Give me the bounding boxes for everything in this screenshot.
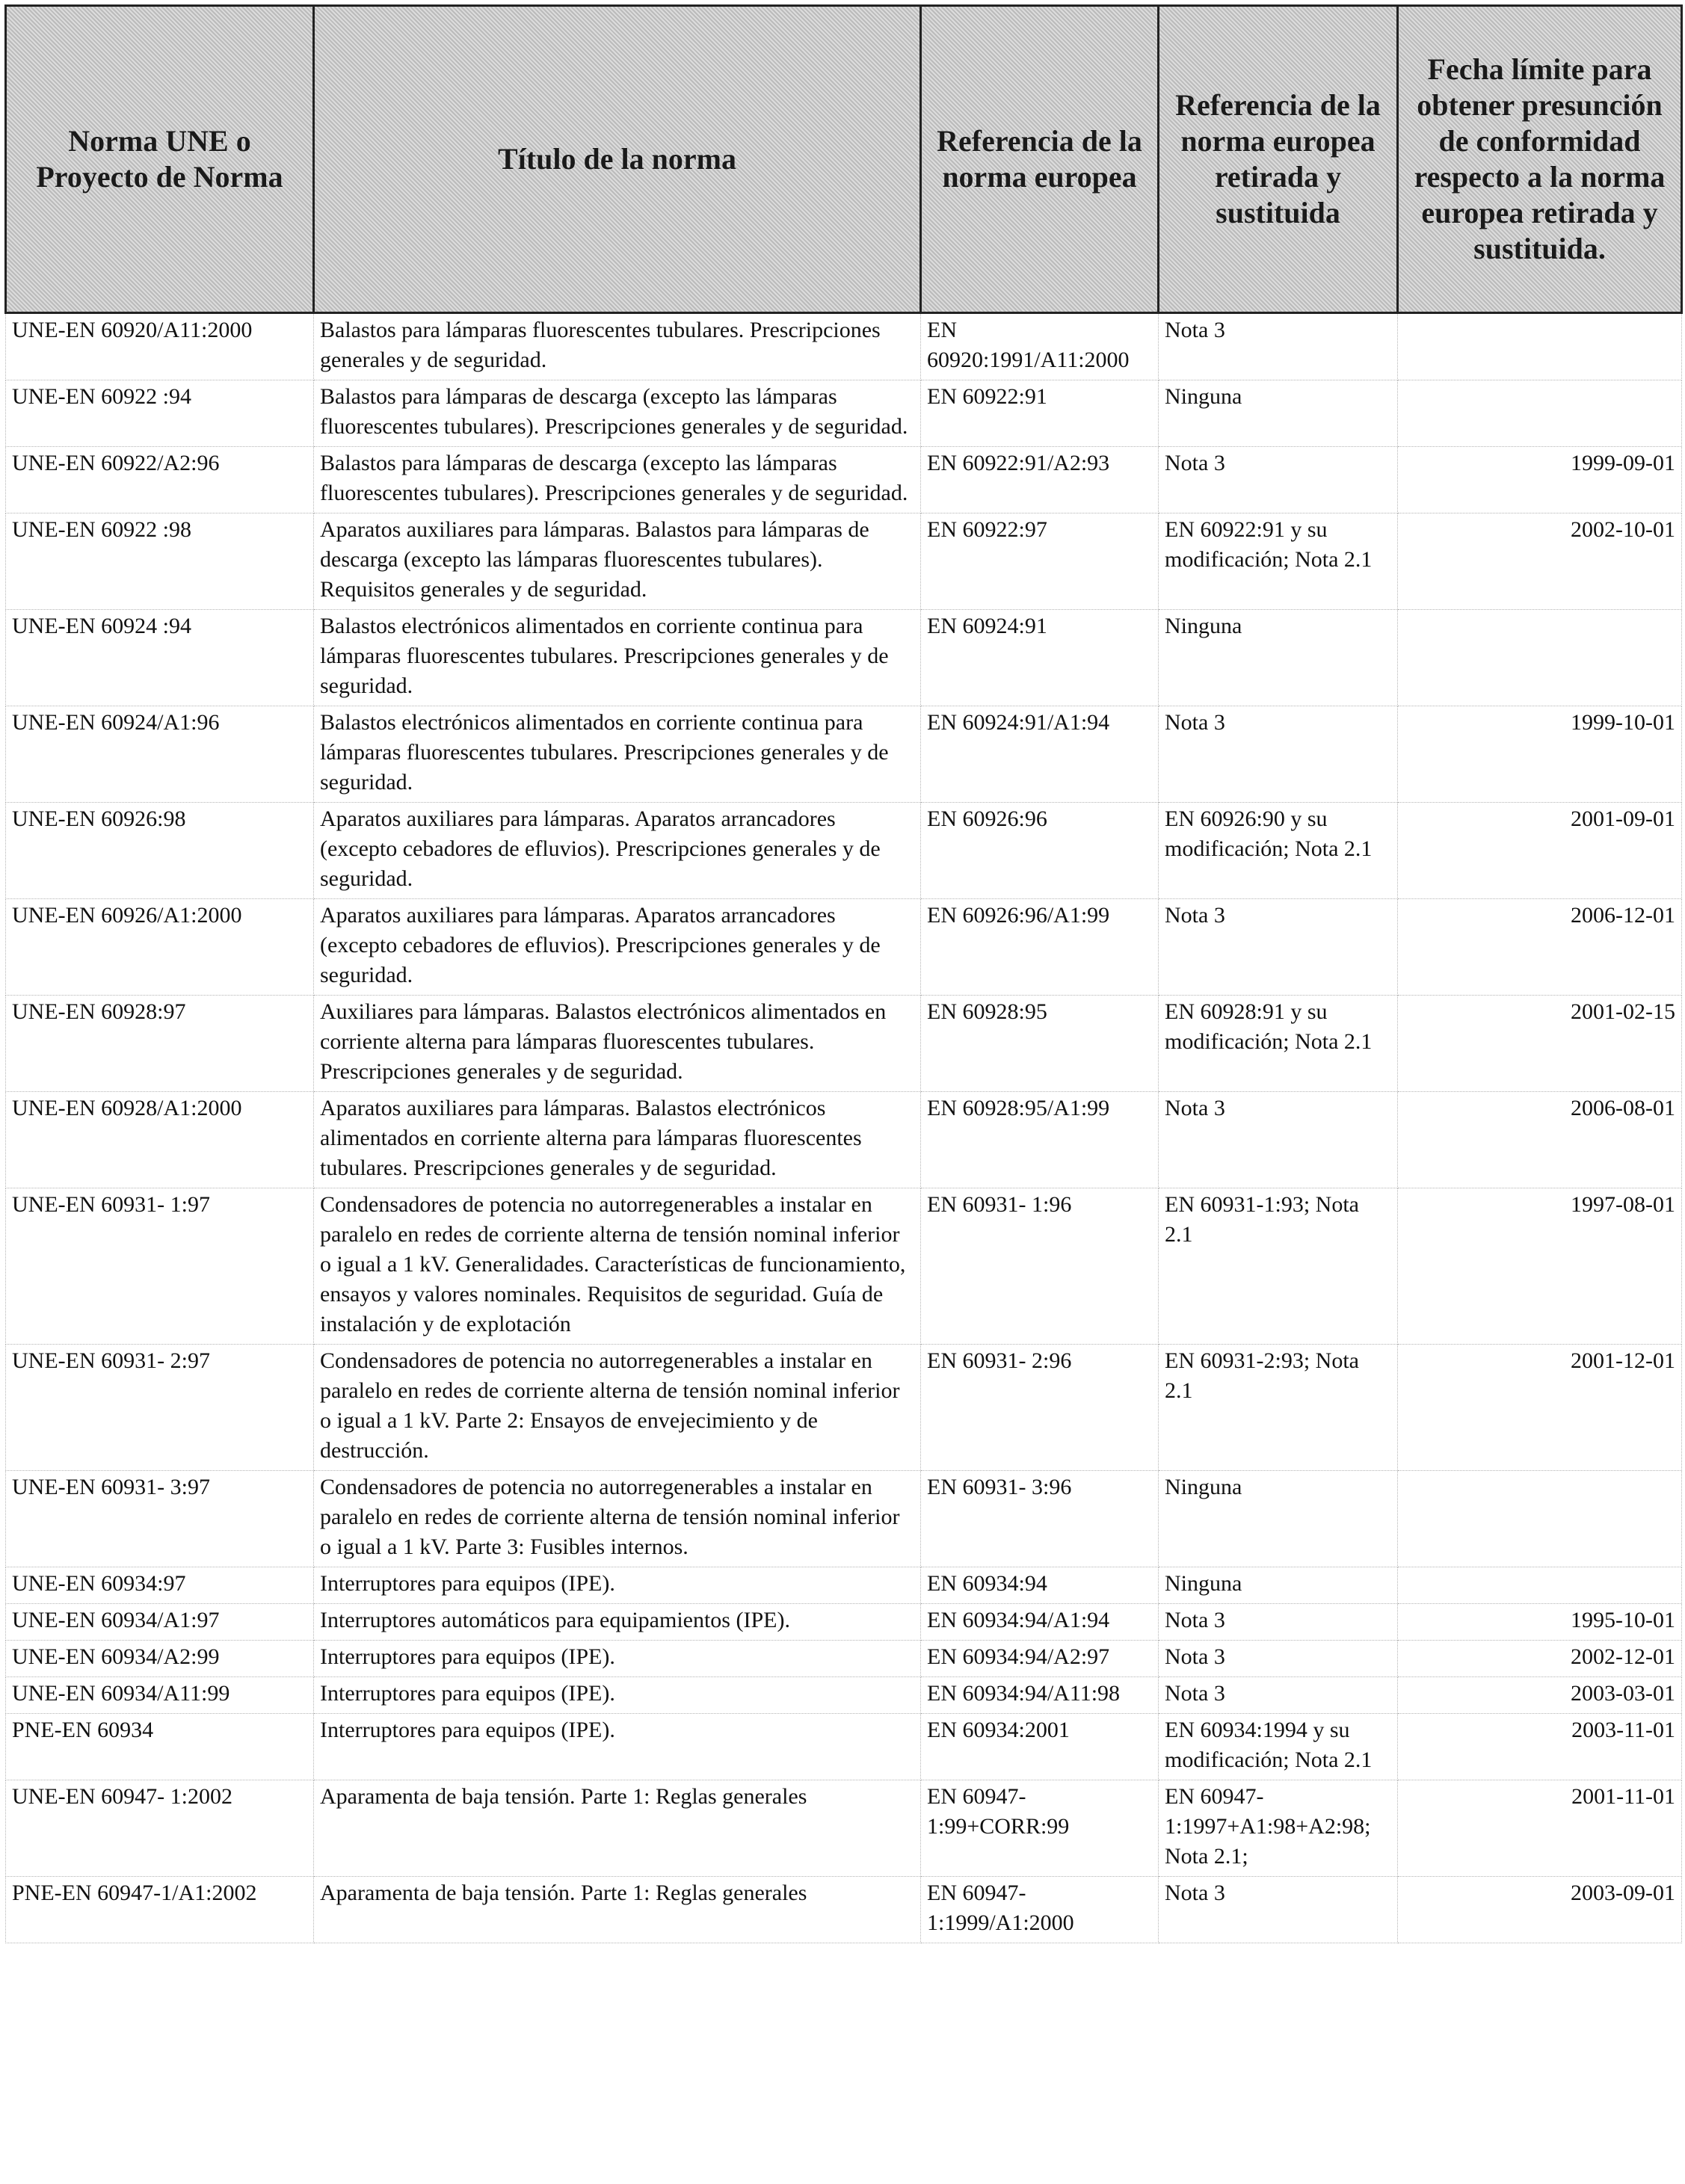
cell-retirada: Ninguna (1159, 1567, 1398, 1604)
cell-fecha: 2001-11-01 (1398, 1780, 1682, 1877)
header-fecha-limite: Fecha límite para obtener presunción de conformidad respecto a la norma europea retirada y sustituida. (1398, 6, 1682, 313)
table-row (6, 1345, 1682, 1471)
cell-fecha (1398, 380, 1682, 447)
standards-table (4, 4, 1683, 1943)
cell-retirada: EN 60928:91 y su modificación; Nota 2.1 (1159, 996, 1398, 1092)
cell-retirada: EN 60947-1:1997+A1:98+A2:98; Nota 2.1; (1159, 1780, 1398, 1877)
cell-retirada: EN 60931-1:93; Nota 2.1 (1159, 1188, 1398, 1345)
cell-norma: UNE-EN 60926:98 (6, 803, 314, 899)
cell-norma: UNE-EN 60922/A2:96 (6, 447, 314, 513)
cell-retirada: EN 60926:90 y su modificación; Nota 2.1 (1159, 803, 1398, 899)
cell-fecha: 2006-08-01 (1398, 1092, 1682, 1188)
cell-titulo: Aparatos auxiliares para lámparas. Aparatos arrancadores (excepto cebadores de efluvios). Prescripciones generales y de seguridad. (314, 899, 921, 996)
cell-titulo: Interruptores automáticos para equipamientos (IPE). (314, 1604, 921, 1641)
table-body (6, 313, 1682, 1943)
table-row (6, 610, 1682, 706)
header-row (6, 6, 1682, 313)
cell-titulo: Condensadores de potencia no autorregenerables a instalar en paralelo en redes de corriente alterna de tensión nominal inferior o igual a 1 kV. Parte 2: Ensayos de envejecimiento y de destrucción. (314, 1345, 921, 1471)
cell-titulo: Aparamenta de baja tensión. Parte 1: Reglas generales (314, 1780, 921, 1877)
cell-norma: UNE-EN 60920/A11:2000 (6, 313, 314, 380)
cell-referencia: EN 60920:1991/A11:2000 (921, 313, 1159, 380)
cell-norma: UNE-EN 60924/A1:96 (6, 706, 314, 803)
table-row (6, 803, 1682, 899)
cell-referencia: EN 60928:95/A1:99 (921, 1092, 1159, 1188)
cell-retirada: EN 60934:1994 y su modificación; Nota 2.1 (1159, 1714, 1398, 1780)
table-row (6, 513, 1682, 610)
cell-fecha: 1997-08-01 (1398, 1188, 1682, 1345)
cell-fecha: 2002-12-01 (1398, 1641, 1682, 1677)
cell-retirada: Nota 3 (1159, 447, 1398, 513)
cell-titulo: Aparatos auxiliares para lámparas. Balastos para lámparas de descarga (excepto las lámparas fluorescentes tubulares). Requisitos generales y de seguridad. (314, 513, 921, 610)
table-row (6, 1471, 1682, 1567)
header-referencia: Referencia de la norma europea (921, 6, 1159, 313)
table-row (6, 1641, 1682, 1677)
table-row (6, 1567, 1682, 1604)
cell-retirada: Nota 3 (1159, 706, 1398, 803)
cell-referencia: EN 60931- 2:96 (921, 1345, 1159, 1471)
cell-fecha (1398, 1471, 1682, 1567)
cell-norma: PNE-EN 60934 (6, 1714, 314, 1780)
cell-retirada: EN 60931-2:93; Nota 2.1 (1159, 1345, 1398, 1471)
table-row (6, 899, 1682, 996)
table-row (6, 1188, 1682, 1345)
cell-titulo: Balastos electrónicos alimentados en corriente continua para lámparas fluorescentes tubulares. Prescripciones generales y de seguridad. (314, 706, 921, 803)
cell-referencia: EN 60934:2001 (921, 1714, 1159, 1780)
cell-fecha: 1999-09-01 (1398, 447, 1682, 513)
cell-retirada: Nota 3 (1159, 313, 1398, 380)
cell-fecha: 2002-10-01 (1398, 513, 1682, 610)
cell-norma: UNE-EN 60926/A1:2000 (6, 899, 314, 996)
table-row (6, 1877, 1682, 1943)
cell-referencia: EN 60947-1:99+CORR:99 (921, 1780, 1159, 1877)
table-row (6, 1714, 1682, 1780)
cell-fecha: 1999-10-01 (1398, 706, 1682, 803)
cell-fecha: 2006-12-01 (1398, 899, 1682, 996)
cell-retirada: Ninguna (1159, 380, 1398, 447)
cell-referencia: EN 60934:94/A1:94 (921, 1604, 1159, 1641)
cell-titulo: Balastos para lámparas de descarga (excepto las lámparas fluorescentes tubulares). Prescripciones generales y de seguridad. (314, 447, 921, 513)
header-norma: Norma UNE o Proyecto de Norma (6, 6, 314, 313)
cell-referencia: EN 60934:94 (921, 1567, 1159, 1604)
cell-norma: UNE-EN 60934/A11:99 (6, 1677, 314, 1714)
cell-retirada: Ninguna (1159, 1471, 1398, 1567)
cell-referencia: EN 60934:94/A2:97 (921, 1641, 1159, 1677)
cell-fecha: 2001-02-15 (1398, 996, 1682, 1092)
cell-fecha: 2003-11-01 (1398, 1714, 1682, 1780)
cell-titulo: Aparatos auxiliares para lámparas. Aparatos arrancadores (excepto cebadores de efluvios). Prescripciones generales y de seguridad. (314, 803, 921, 899)
table-row (6, 380, 1682, 447)
cell-fecha: 2003-03-01 (1398, 1677, 1682, 1714)
cell-titulo: Aparamenta de baja tensión. Parte 1: Reglas generales (314, 1877, 921, 1943)
cell-norma: UNE-EN 60947- 1:2002 (6, 1780, 314, 1877)
cell-norma: PNE-EN 60947-1/A1:2002 (6, 1877, 314, 1943)
cell-retirada: Nota 3 (1159, 1877, 1398, 1943)
cell-titulo: Interruptores para equipos (IPE). (314, 1677, 921, 1714)
cell-norma: UNE-EN 60931- 3:97 (6, 1471, 314, 1567)
cell-fecha: 2001-12-01 (1398, 1345, 1682, 1471)
cell-referencia: EN 60934:94/A11:98 (921, 1677, 1159, 1714)
cell-norma: UNE-EN 60924 :94 (6, 610, 314, 706)
cell-retirada: Nota 3 (1159, 1641, 1398, 1677)
cell-retirada: EN 60922:91 y su modificación; Nota 2.1 (1159, 513, 1398, 610)
cell-norma: UNE-EN 60928:97 (6, 996, 314, 1092)
cell-referencia: EN 60931- 3:96 (921, 1471, 1159, 1567)
cell-norma: UNE-EN 60931- 1:97 (6, 1188, 314, 1345)
cell-referencia: EN 60931- 1:96 (921, 1188, 1159, 1345)
cell-titulo: Balastos para lámparas fluorescentes tubulares. Prescripciones generales y de seguridad. (314, 313, 921, 380)
cell-referencia: EN 60926:96 (921, 803, 1159, 899)
cell-fecha (1398, 313, 1682, 380)
cell-retirada: Nota 3 (1159, 1604, 1398, 1641)
cell-referencia: EN 60922:91 (921, 380, 1159, 447)
cell-fecha: 2003-09-01 (1398, 1877, 1682, 1943)
cell-titulo: Interruptores para equipos (IPE). (314, 1567, 921, 1604)
cell-norma: UNE-EN 60931- 2:97 (6, 1345, 314, 1471)
cell-norma: UNE-EN 60934/A2:99 (6, 1641, 314, 1677)
cell-retirada: Nota 3 (1159, 899, 1398, 996)
table-row (6, 996, 1682, 1092)
cell-retirada: Ninguna (1159, 610, 1398, 706)
cell-referencia: EN 60924:91/A1:94 (921, 706, 1159, 803)
cell-fecha: 1995-10-01 (1398, 1604, 1682, 1641)
cell-fecha (1398, 610, 1682, 706)
header-titulo: Título de la norma (314, 6, 921, 313)
header-retirada: Referencia de la norma europea retirada y sustituida (1159, 6, 1398, 313)
cell-retirada: Nota 3 (1159, 1677, 1398, 1714)
cell-titulo: Auxiliares para lámparas. Balastos electrónicos alimentados en corriente alterna para lámparas fluorescentes tubulares. Prescripciones generales y de seguridad. (314, 996, 921, 1092)
cell-norma: UNE-EN 60928/A1:2000 (6, 1092, 314, 1188)
table-row (6, 706, 1682, 803)
cell-titulo: Balastos para lámparas de descarga (excepto las lámparas fluorescentes tubulares). Prescripciones generales y de seguridad. (314, 380, 921, 447)
cell-titulo: Condensadores de potencia no autorregenerables a instalar en paralelo en redes de corriente alterna de tensión nominal inferior o igual a 1 kV. Generalidades. Características de funcionamiento, ensayos y valores nominales. Requisitos de seguridad. Guía de instalación y de explotación (314, 1188, 921, 1345)
cell-titulo: Interruptores para equipos (IPE). (314, 1641, 921, 1677)
cell-referencia: EN 60926:96/A1:99 (921, 899, 1159, 996)
table-row (6, 1677, 1682, 1714)
cell-titulo: Interruptores para equipos (IPE). (314, 1714, 921, 1780)
cell-fecha: 2001-09-01 (1398, 803, 1682, 899)
cell-titulo: Condensadores de potencia no autorregenerables a instalar en paralelo en redes de corriente alterna de tensión nominal inferior o igual a 1 kV. Parte 3: Fusibles internos. (314, 1471, 921, 1567)
cell-norma: UNE-EN 60922 :94 (6, 380, 314, 447)
cell-referencia: EN 60947-1:1999/A1:2000 (921, 1877, 1159, 1943)
cell-fecha (1398, 1567, 1682, 1604)
cell-referencia: EN 60922:91/A2:93 (921, 447, 1159, 513)
table-row (6, 1092, 1682, 1188)
cell-norma: UNE-EN 60922 :98 (6, 513, 314, 610)
table-row (6, 1780, 1682, 1877)
cell-titulo: Balastos electrónicos alimentados en corriente continua para lámparas fluorescentes tubulares. Prescripciones generales y de seguridad. (314, 610, 921, 706)
table-row (6, 313, 1682, 380)
cell-referencia: EN 60922:97 (921, 513, 1159, 610)
table-header (6, 6, 1682, 313)
cell-norma: UNE-EN 60934/A1:97 (6, 1604, 314, 1641)
table-row (6, 1604, 1682, 1641)
cell-retirada: Nota 3 (1159, 1092, 1398, 1188)
cell-titulo: Aparatos auxiliares para lámparas. Balastos electrónicos alimentados en corriente alterna para lámparas fluorescentes tubulares. Prescripciones generales y de seguridad. (314, 1092, 921, 1188)
cell-referencia: EN 60928:95 (921, 996, 1159, 1092)
table-row (6, 447, 1682, 513)
cell-referencia: EN 60924:91 (921, 610, 1159, 706)
cell-norma: UNE-EN 60934:97 (6, 1567, 314, 1604)
